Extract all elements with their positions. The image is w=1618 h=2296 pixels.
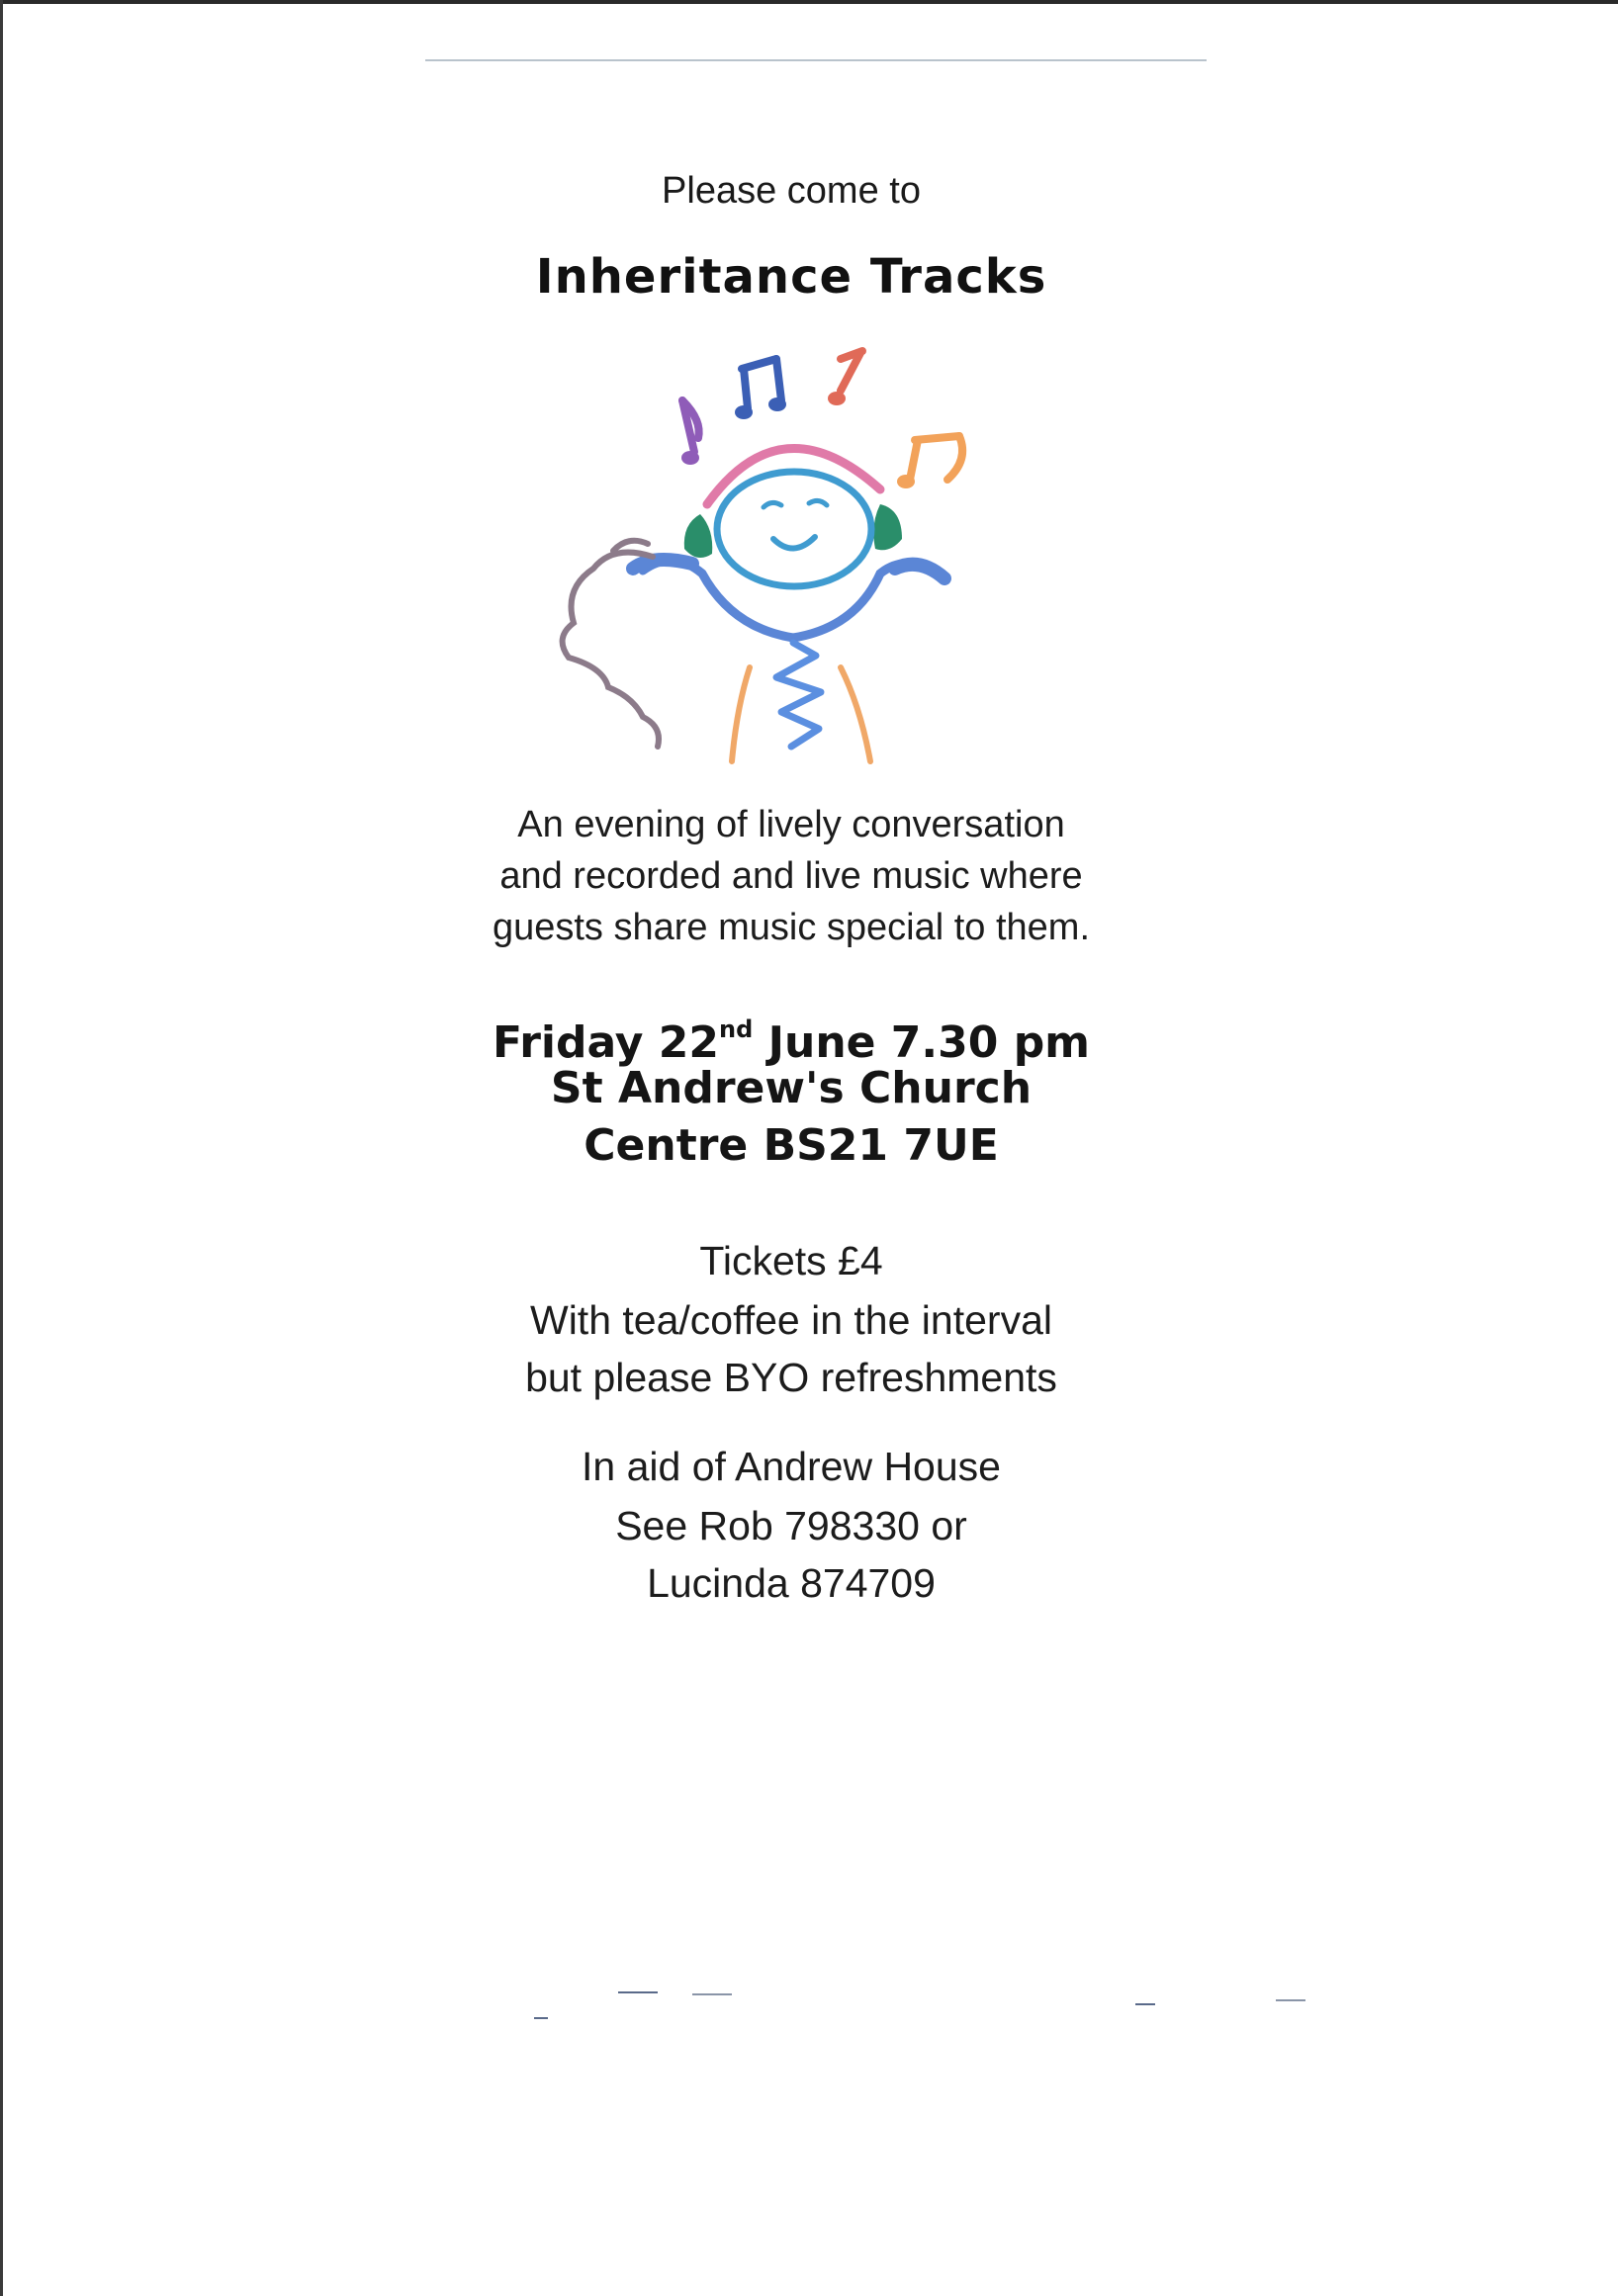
- zigzag: [776, 643, 821, 747]
- event-date-rest: June 7.30 pm: [753, 1017, 1091, 1068]
- ticket-note-1: With tea/coffee in the interval: [530, 1297, 1052, 1343]
- body-line-left: [732, 667, 750, 761]
- event-title: Inheritance Tracks: [535, 249, 1047, 305]
- contact-line-1: See Rob 798330 or: [615, 1503, 967, 1548]
- description-line-2: and recorded and live music where: [499, 855, 1083, 897]
- music-note-red: [828, 351, 862, 405]
- scan-edge-left: [0, 0, 3, 2296]
- event-date-prefix: Friday 22: [492, 1017, 720, 1068]
- ticket-price: Tickets £4: [699, 1238, 883, 1283]
- scan-speck: [618, 1991, 658, 1993]
- scan-speck: [534, 2017, 548, 2019]
- event-venue-line-2: Centre BS21 7UE: [584, 1120, 999, 1171]
- flyer-top-rule: [425, 59, 1207, 61]
- scan-speck: [692, 1993, 732, 1995]
- right-earcup: [873, 504, 902, 550]
- music-note-blue: [735, 359, 786, 419]
- music-note-orange: [897, 436, 962, 488]
- event-date-suffix: nd: [719, 1016, 754, 1043]
- contact-line-2: Lucinda 874709: [647, 1560, 936, 1606]
- scan-speck: [1276, 1999, 1305, 2001]
- event-venue-line-1: St Andrew's Church: [550, 1063, 1033, 1113]
- ticket-note-2: but please BYO refreshments: [525, 1355, 1057, 1400]
- wisp: [563, 553, 659, 747]
- intro-text: Please come to: [662, 170, 921, 212]
- description-line-3: guests share music special to them.: [492, 907, 1091, 948]
- description-line-1: An evening of lively conversation: [517, 804, 1065, 845]
- head: [717, 472, 871, 586]
- body-line-right: [841, 667, 870, 761]
- left-earcup: [684, 514, 712, 558]
- charity-line-1: In aid of Andrew House: [582, 1444, 1001, 1489]
- scan-edge-top: [0, 0, 1618, 4]
- scan-speck: [1135, 2003, 1155, 2005]
- music-note-purple: [681, 400, 699, 465]
- music-headphones-figure-icon: [534, 341, 1029, 766]
